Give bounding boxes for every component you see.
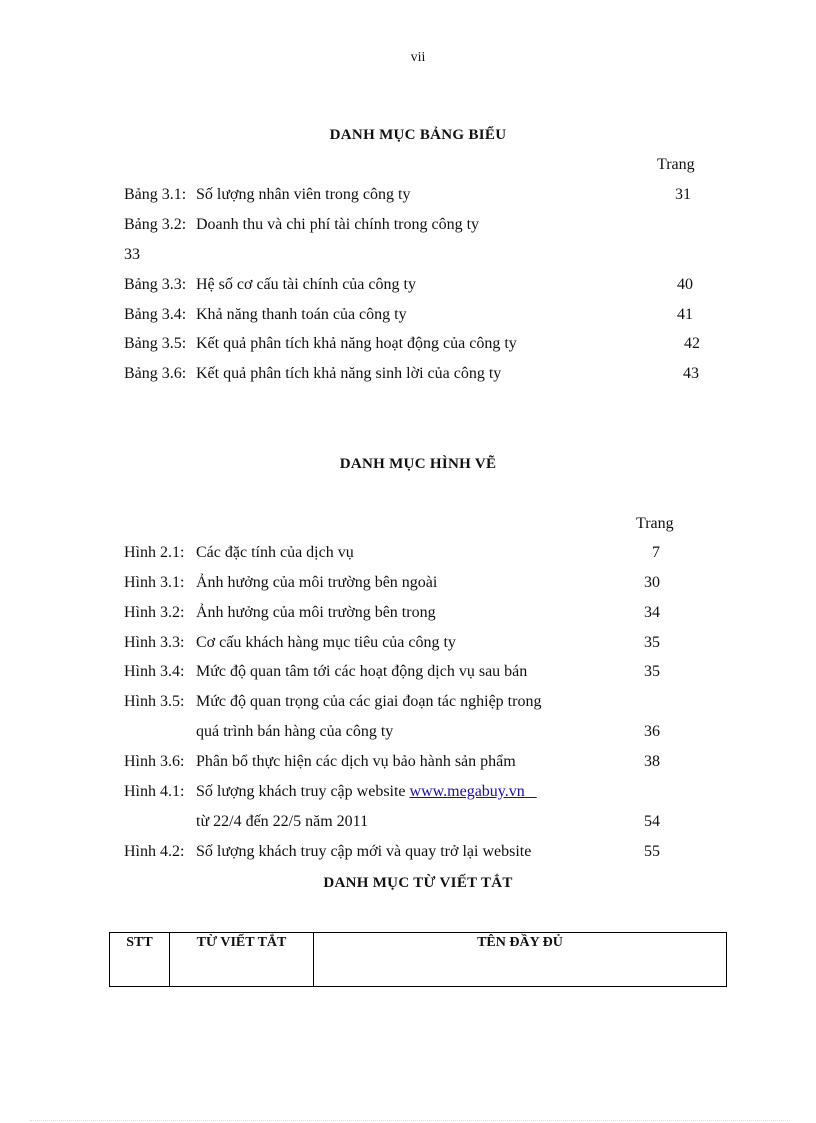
column-header-abbreviation: TỪ VIẾT TẮT <box>170 933 314 987</box>
entry-page: 36 <box>644 723 660 740</box>
entry-text: Kết quả phân tích khả năng hoạt động của công ty <box>196 335 517 352</box>
entry-page: 38 <box>644 753 660 770</box>
entry-label: Bảng 3.2: <box>124 216 187 233</box>
page-number: vii <box>410 50 426 65</box>
entry-page: 33 <box>124 246 140 263</box>
figure-entry-4-1[interactable] <box>124 780 684 804</box>
figure-entry-3-3[interactable] <box>124 631 684 655</box>
entry-label: Hình 3.6: <box>124 753 185 770</box>
entry-text: Doanh thu và chi phí tài chính trong công ty <box>196 216 480 233</box>
figure-entry-3-5-cont <box>124 720 684 744</box>
entry-label: Bảng 3.1: <box>124 186 187 203</box>
entry-text <box>196 780 537 804</box>
entry-page: 30 <box>644 574 660 591</box>
entry-label: Hình 3.2: <box>124 604 185 621</box>
entry-text-main: Số lượng khách truy cập website <box>196 783 410 800</box>
figures-trang-label: Trang <box>636 515 674 532</box>
website-link[interactable]: www.megabuy.vn <box>409 783 525 800</box>
entry-text: Kết quả phân tích khả năng sinh lời của công ty <box>196 365 502 382</box>
entry-label: Hình 3.5: <box>124 693 185 710</box>
entry-text-continued: từ 22/4 đến 22/5 năm 2011 <box>196 813 369 830</box>
entry-page: 7 <box>652 544 660 561</box>
entry-text: Hệ số cơ cấu tài chính của công ty <box>196 276 416 293</box>
entry-text: Mức độ quan tâm tới các hoạt động dịch vụ sau bán <box>196 663 528 680</box>
entry-text: Số lượng nhân viên trong công ty <box>196 186 411 203</box>
entry-text: Khả năng thanh toán của công ty <box>196 306 407 323</box>
entry-page: 41 <box>677 306 693 323</box>
figure-entry-3-2[interactable] <box>124 601 684 625</box>
entry-page: 42 <box>684 335 700 352</box>
table-entry-3-2[interactable] <box>124 213 724 237</box>
table-entry-3-4[interactable] <box>124 303 724 327</box>
column-header-stt: STT <box>110 933 170 987</box>
entry-label: Hình 3.3: <box>124 634 185 651</box>
entry-text: Mức độ quan trọng của các giai đoạn tác nghiệp trong <box>196 693 542 710</box>
link-trailing-space <box>525 783 537 800</box>
entry-label: Hình 3.4: <box>124 663 185 680</box>
entry-page: 35 <box>644 663 660 680</box>
entry-label: Hình 2.1: <box>124 544 185 561</box>
entry-label: Bảng 3.5: <box>124 335 187 352</box>
entry-text: Ảnh hưởng của môi trường bên ngoài <box>196 574 438 591</box>
entry-text: Các đặc tính của dịch vụ <box>196 544 354 561</box>
entry-page: 54 <box>644 813 660 830</box>
abbreviations-heading: DANH MỤC TỪ VIẾT TẮT <box>323 875 513 891</box>
entry-text: Ảnh hưởng của môi trường bên trong <box>196 604 436 621</box>
figures-list-heading: DANH MỤC HÌNH VẼ <box>339 456 497 472</box>
entry-page: 55 <box>644 843 660 860</box>
figure-entry-3-4[interactable] <box>124 660 684 684</box>
entry-text-continued: quá trình bán hàng của công ty <box>196 723 394 740</box>
entry-label: Hình 4.2: <box>124 843 185 860</box>
entry-page: 34 <box>644 604 660 621</box>
column-header-full-name: TÊN ĐẦY ĐỦ <box>314 933 727 987</box>
table-entry-3-3[interactable] <box>124 273 724 297</box>
tables-list-heading: DANH MỤC BẢNG BIỂU <box>329 127 507 143</box>
tables-trang-label: Trang <box>657 156 695 173</box>
entry-label: Bảng 3.6: <box>124 365 187 382</box>
entry-page: 43 <box>683 365 699 382</box>
entry-page: 31 <box>675 186 691 203</box>
figure-entry-3-6[interactable] <box>124 750 684 774</box>
entry-page: 40 <box>677 276 693 293</box>
entry-text: Phân bổ thực hiện các dịch vụ bảo hành sản phẩm <box>196 753 516 770</box>
figure-entry-2-1[interactable] <box>124 541 684 565</box>
entry-page: 35 <box>644 634 660 651</box>
abbreviations-table <box>109 932 727 987</box>
entry-text: Số lượng khách truy cập mới và quay trở lại website <box>196 843 532 860</box>
figure-entry-3-1[interactable] <box>124 571 684 595</box>
table-header-row <box>110 933 727 987</box>
entry-label: Hình 3.1: <box>124 574 185 591</box>
table-entry-3-1[interactable] <box>124 183 724 207</box>
table-entry-3-6[interactable] <box>124 362 724 386</box>
entry-label: Bảng 3.4: <box>124 306 187 323</box>
page-bottom-divider <box>30 1120 790 1121</box>
table-entry-3-2-page <box>124 243 224 267</box>
entry-label: Bảng 3.3: <box>124 276 187 293</box>
entry-label: Hình 4.1: <box>124 783 185 800</box>
figure-entry-4-1-cont <box>124 810 684 834</box>
figure-entry-3-5[interactable] <box>124 690 684 714</box>
figure-entry-4-2[interactable] <box>124 840 684 864</box>
table-entry-3-5[interactable] <box>124 332 724 356</box>
entry-text: Cơ cấu khách hàng mục tiêu của công ty <box>196 634 456 651</box>
